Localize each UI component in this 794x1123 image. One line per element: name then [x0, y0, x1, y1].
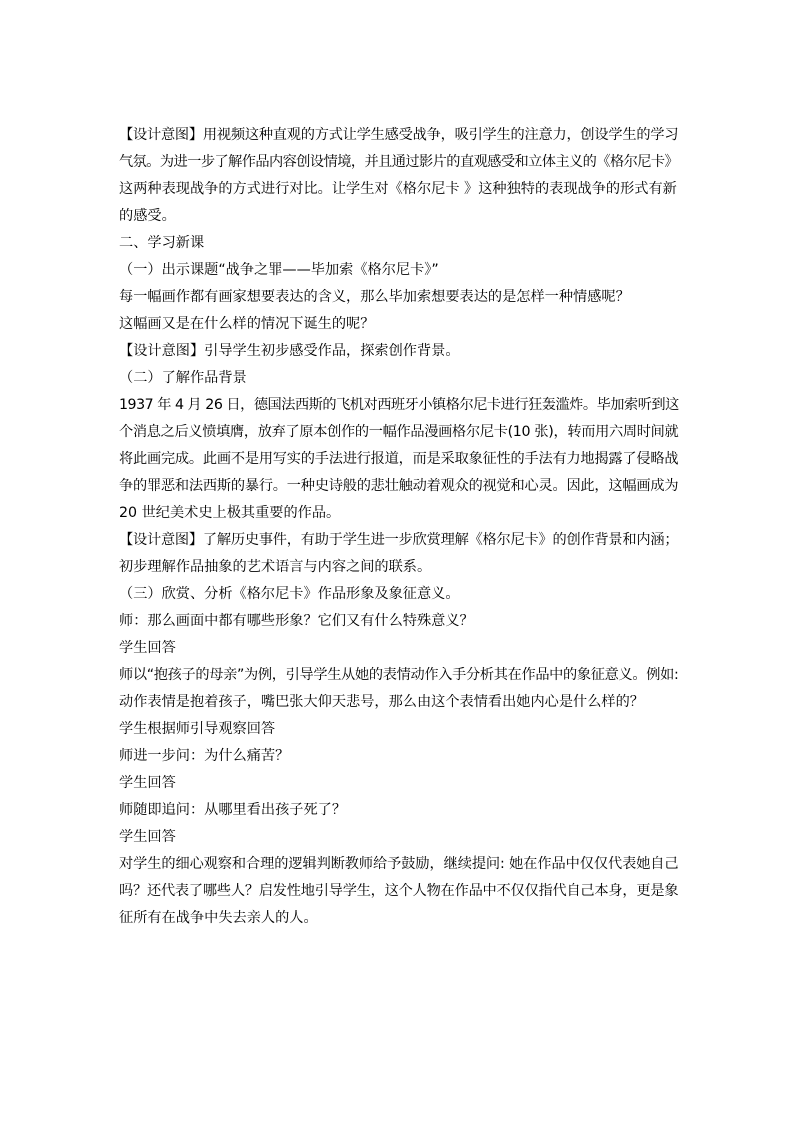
text-line: 【设计意图】引导学生初步感受作品，探索创作背景。	[119, 343, 460, 359]
text-line: 每一幅画作都有画家想要表达的含义，那么毕加索想要表达的是怎样一种情感呢？	[119, 289, 630, 305]
text-line: 初步理解作品抽象的艺术语言与内容之间的联系。	[119, 559, 432, 575]
paragraph	[119, 608, 679, 635]
paragraph	[119, 284, 679, 311]
paragraph	[119, 635, 679, 662]
text-line: 【设计意图】了解历史事件，有助于学生进一步欣赏理解《格尔尼卡》的创作背景和内涵；	[119, 532, 679, 548]
text-line: 征所有在战争中失去亲人的人。	[119, 910, 318, 926]
text-line: 将此画完成。此画不是用写实的手法进行报道，而是采取象征性的手法有力地揭露了侵略战	[119, 451, 679, 467]
text-line: 师进一步问：为什么痛苦？	[119, 748, 290, 764]
text-line: 这幅画又是在什么样的情况下诞生的呢？	[119, 316, 375, 332]
text-line: 1937 年 4 月 26 日，德国法西斯的飞机对西班牙小镇格尔尼卡进行狂轰滥炸。毕加索听到这	[119, 397, 679, 413]
paragraph	[119, 851, 679, 932]
paragraph	[119, 824, 679, 851]
text-line: （一）出示课题“战争之罪——毕加索《格尔尼卡》”	[119, 262, 439, 278]
paragraph	[119, 365, 679, 392]
paragraph	[119, 662, 679, 716]
text-line: 师随即追问：从哪里看出孩子死了？	[119, 802, 347, 818]
text-line: 师：那么画面中都有哪些形象？它们又有什么特殊意义？	[119, 613, 474, 629]
paragraph	[119, 392, 679, 527]
text-line: 师以“抱孩子的母亲”为例，引导学生从她的表情动作入手分析其在作品中的象征意义。例如:	[119, 667, 679, 683]
text-line: 个消息之后义愤填膺，放弃了原本创作的一幅作品漫画格尔尼卡(10 张)，转而用六周时间就	[119, 424, 679, 440]
document-page	[119, 122, 679, 932]
paragraph	[119, 338, 679, 365]
paragraph	[119, 527, 679, 581]
paragraph	[119, 743, 679, 770]
text-line: 学生根据师引导观察回答	[119, 721, 276, 737]
text-line: 气氛。为进一步了解作品内容创设情境，并且通过影片的直观感受和立体主义的《格尔尼卡》	[119, 154, 679, 170]
text-line: 对学生的细心观察和合理的逻辑判断教师给予鼓励，继续提问: 她在作品中仅仅代表她自己	[119, 856, 679, 872]
text-line: （三）欣赏、分析《格尔尼卡》作品形象及象征意义。	[119, 586, 460, 602]
paragraph	[119, 122, 679, 230]
paragraph	[119, 257, 679, 284]
paragraph	[119, 581, 679, 608]
paragraph	[119, 797, 679, 824]
text-line: 的感受。	[119, 208, 176, 224]
text-line: 这两种表现战争的方式进行对比。让学生对《格尔尼卡 》这种独特的表现战争的形式有新	[119, 181, 677, 197]
text-line: 动作表情是抱着孩子，嘴巴张大仰天悲号，那么由这个表情看出她内心是什么样的？	[119, 694, 644, 710]
text-line: （二）了解作品背景	[119, 370, 247, 386]
text-line: 吗？还代表了哪些人？启发性地引导学生，这个人物在作品中不仅仅指代自己本身，更是象	[119, 883, 679, 899]
text-line: 学生回答	[119, 640, 176, 656]
text-line: 20 世纪美术史上极其重要的作品。	[119, 505, 341, 521]
text-line: 争的罪恶和法西斯的暴行。一种史诗般的悲壮触动着观众的视觉和心灵。因此，这幅画成为	[119, 478, 679, 494]
text-line: 二、学习新课	[119, 235, 205, 251]
paragraph	[119, 230, 679, 257]
text-line: 学生回答	[119, 775, 176, 791]
paragraph	[119, 311, 679, 338]
paragraph	[119, 770, 679, 797]
text-line: 学生回答	[119, 829, 176, 845]
text-line: 【设计意图】用视频这种直观的方式让学生感受战争，吸引学生的注意力，创设学生的学习	[119, 127, 679, 143]
paragraph	[119, 716, 679, 743]
